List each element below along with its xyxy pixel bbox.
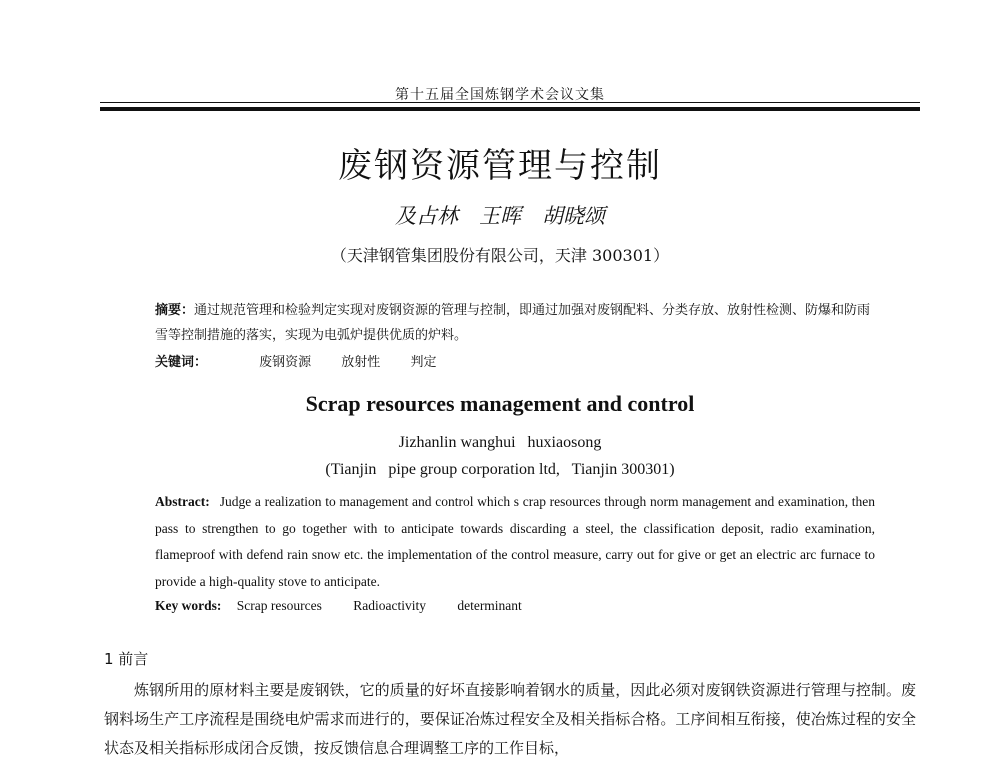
authors-zh: 及占林 王晖 胡晓颂 — [395, 204, 605, 228]
header-rule-thick — [100, 107, 920, 111]
keyword-zh: 判定 — [410, 355, 437, 370]
abstract-zh — [155, 298, 875, 348]
abstract-label-en: Abstract: — [155, 494, 210, 509]
keyword-en: Radioactivity — [353, 598, 426, 613]
paper-title-en: Scrap resources management and control — [305, 391, 695, 416]
paper-title-zh: 废钢资源管理与控制 — [338, 146, 662, 186]
keyword-zh: 废钢资源 — [259, 355, 312, 370]
header-rule-thin — [100, 102, 920, 103]
abstract-label-zh: 摘要： — [155, 303, 195, 318]
keyword-en: determinant — [457, 598, 522, 613]
section-heading: 1 前言 — [104, 650, 149, 668]
keywords-label-en: Key words: — [155, 598, 222, 613]
keyword-zh: 放射性 — [341, 355, 381, 370]
running-header: 第十五届全国炼钢学术会议文集 — [395, 87, 605, 103]
section-body-text: 炼钢所用的原材料主要是废钢铁，它的质量的好坏直接影响着钢水的质量，因此必须对废钢铁资源进行管理与控制。废钢料场生产工序流程是围绕电炉需求而进行的，要保证冶炼过程安全及相关指标合格。工序间相互衔接，使冶炼过程的安全状态及相关指标形成闭合反馈，按反馈信息合理调整工序的工作目标， — [104, 681, 916, 757]
keyword-en: Scrap resources — [236, 598, 322, 613]
abstract-text-zh: 通过规范管理和检验判定实现对废钢资源的管理与控制，即通过加强对废钢配料、分类存放、放射性检测、防爆和防雨雪等控制措施的落实，实现为电弧炉提供优质的炉料。 — [155, 303, 871, 343]
keywords-en — [155, 595, 875, 617]
authors-en: Jizhanlin wanghui huxiaosong — [398, 434, 602, 451]
affiliation-en: (Tianjin pipe group corporation ltd, Tianjin 300301) — [325, 461, 675, 478]
abstract-text-en: Judge a realization to management and control which s crap resources through norm management and examination, then pass to strengthen to go together with to anticipate towards discarding a steel, the classification deposit, radio examination, flameproof with defend rain snow etc. the implementation of the control measure, carry out for give or get an electric arc furnace to provide a high-quality stove to anticipate. — [155, 494, 875, 589]
affiliation-zh: （天津钢管集团股份有限公司，天津 300301） — [330, 246, 670, 265]
abstract-en — [155, 489, 875, 595]
keywords-zh — [155, 350, 875, 375]
keywords-label-zh: 关键词： — [155, 355, 208, 370]
